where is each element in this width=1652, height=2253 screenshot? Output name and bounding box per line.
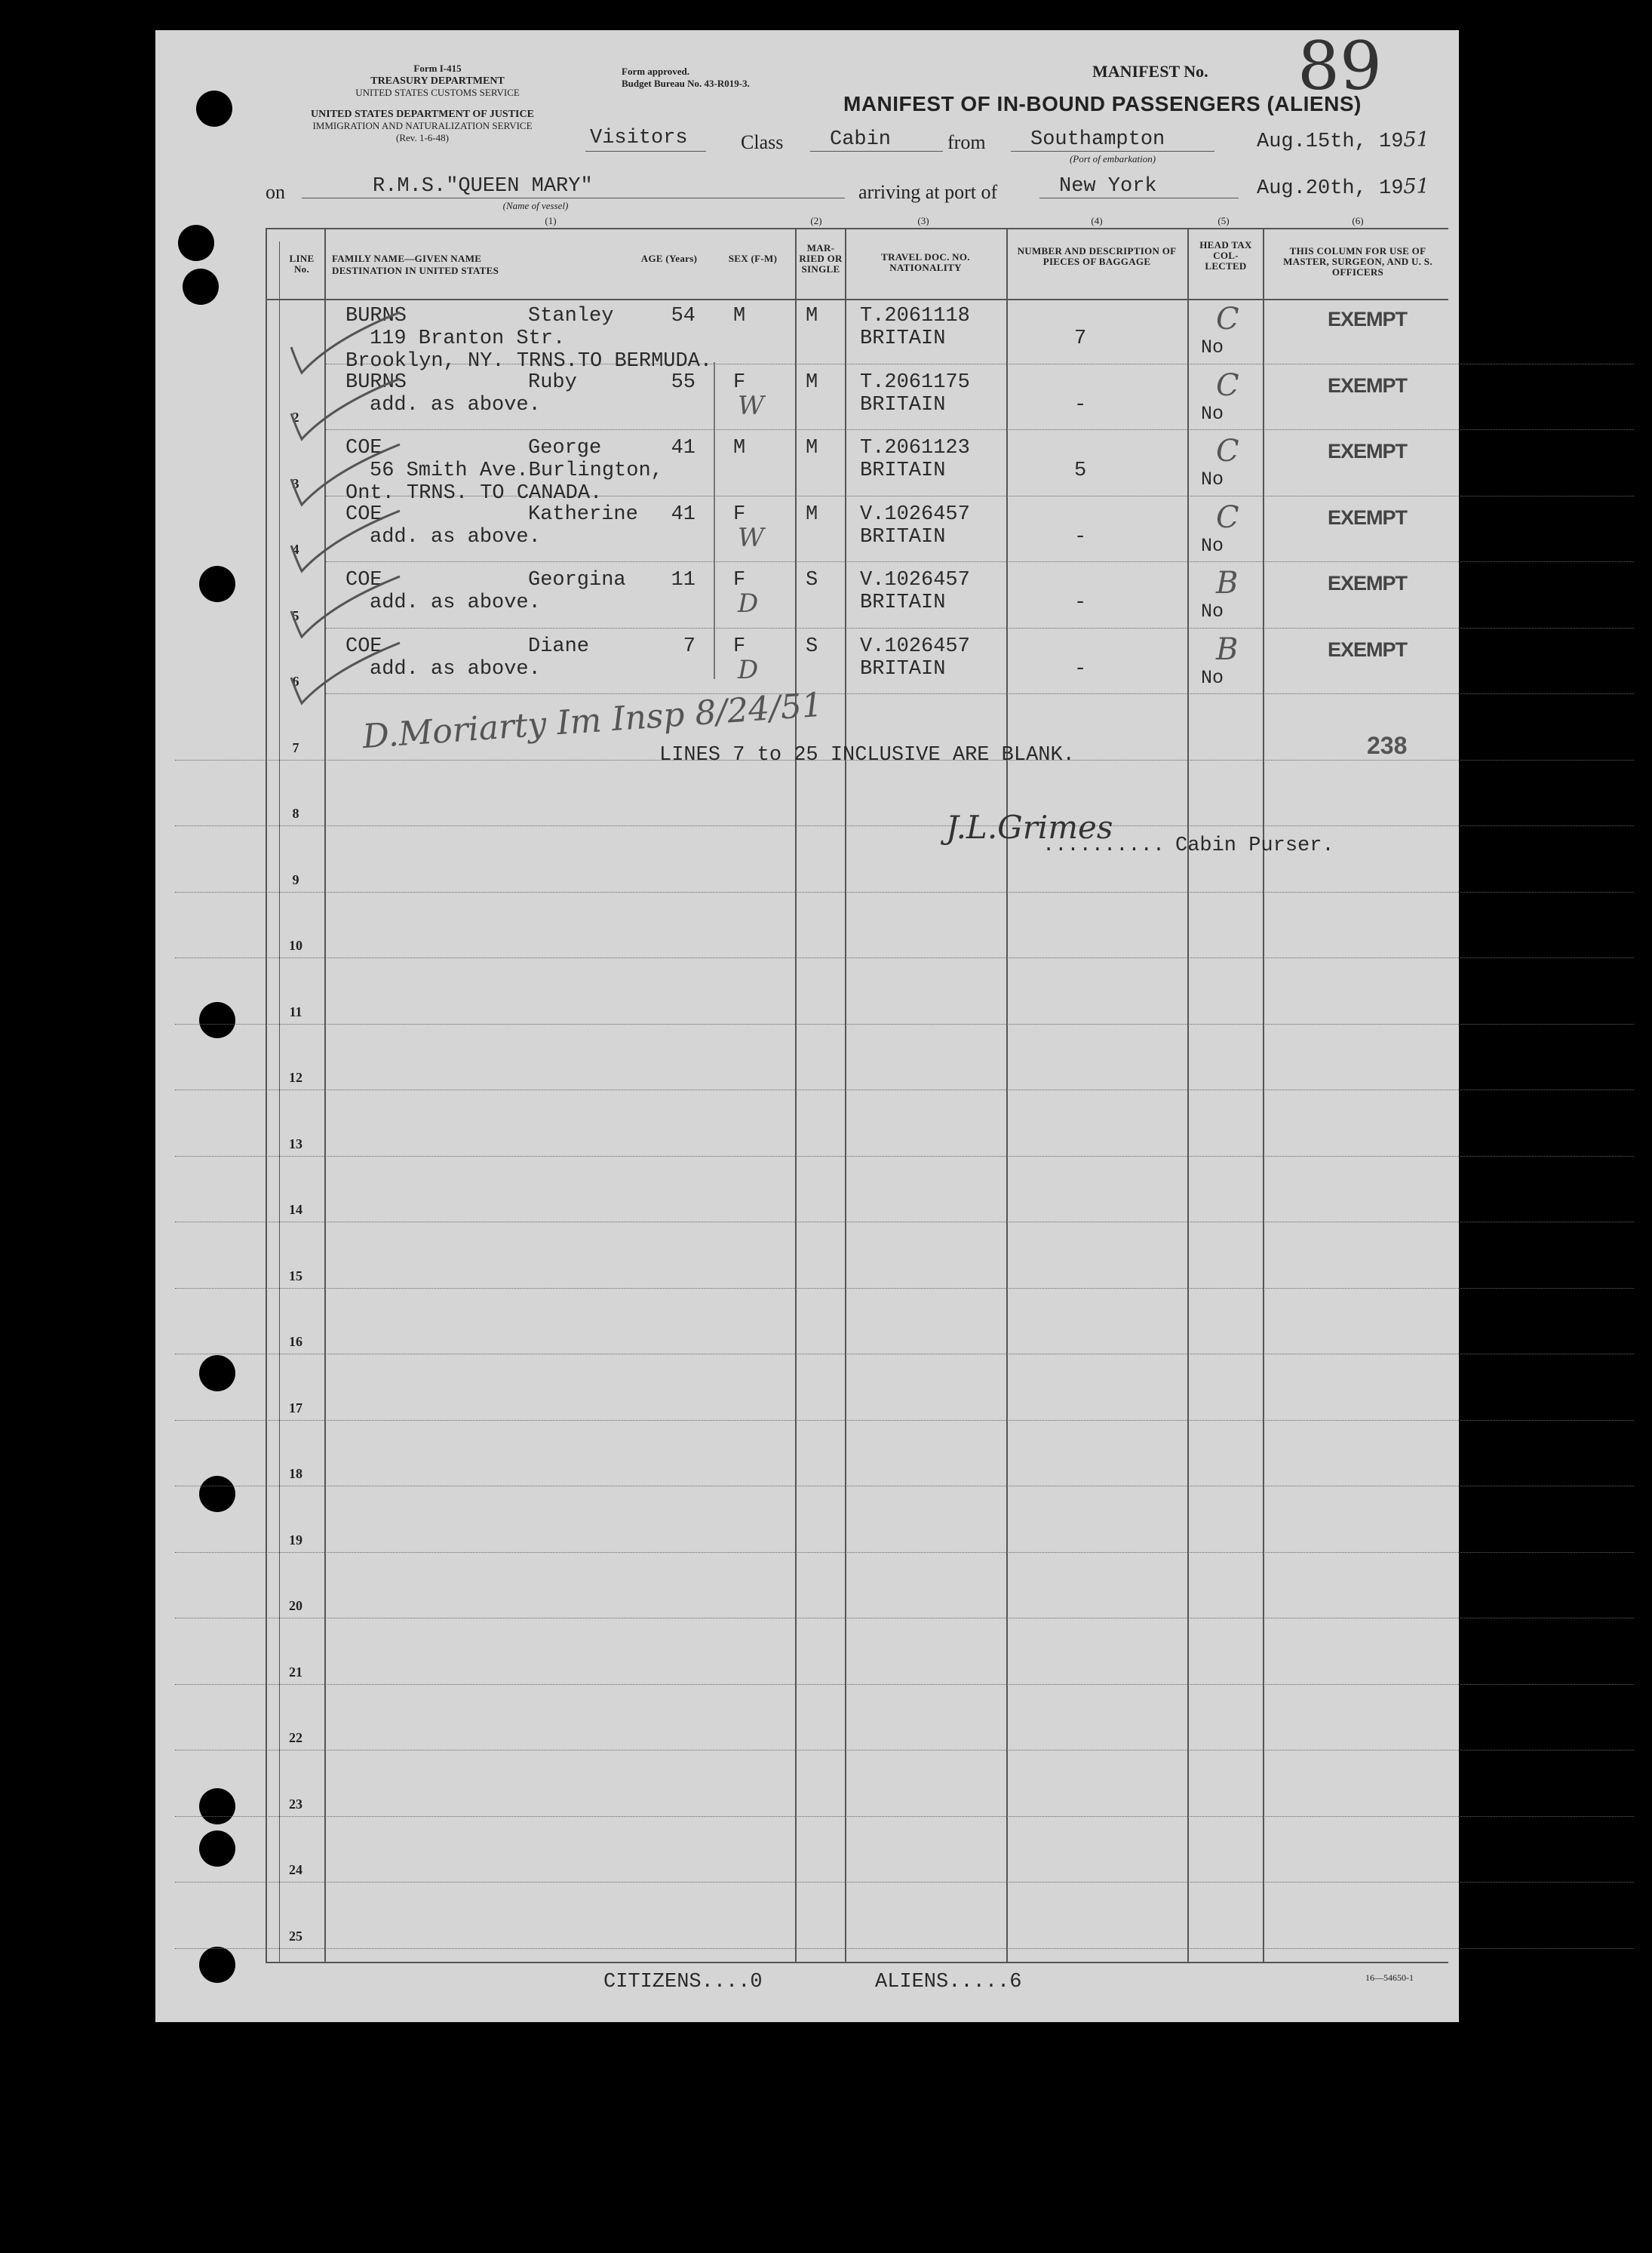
marital-status: M [806, 305, 818, 327]
travel-doc: T.2061118 [860, 305, 970, 327]
sex: F [733, 635, 746, 658]
col-header-line: LINE No. [289, 253, 315, 275]
line-number: 20 [289, 1598, 302, 1613]
line-number: 3 [292, 475, 299, 491]
arriving-label: arriving at port of [858, 181, 998, 203]
line-number: 10 [289, 938, 302, 953]
punch-hole [196, 91, 232, 127]
vessel-label: (Name of vessel) [502, 200, 569, 211]
family-name: COE [345, 569, 382, 592]
col-header-name: FAMILY NAME—GIVEN NAME [332, 253, 482, 264]
line-number: 17 [289, 1400, 302, 1415]
head-tax-mark: C [1216, 434, 1239, 469]
customs-service: UNITED STATES CUSTOMS SERVICE [355, 87, 520, 98]
inspector-signature: D.Moriarty Im Insp 8/24/51 [361, 685, 824, 757]
nationality: BRITAIN [860, 393, 946, 416]
family-name: BURNS [345, 370, 407, 394]
travel-doc: V.1026457 [860, 503, 970, 526]
head-tax-mark: B [1216, 566, 1239, 601]
marital-status: S [806, 569, 818, 592]
sex-annotation: D [738, 654, 759, 685]
line-number: 12 [289, 1070, 302, 1085]
sex: M [733, 437, 746, 460]
travel-doc: V.1026457 [860, 569, 970, 592]
table-top [266, 228, 1448, 229]
col-num-4: (4) [1091, 215, 1103, 226]
check-mark-icon [287, 508, 415, 576]
address-line: add. as above. [370, 525, 541, 549]
line-number: 22 [289, 1730, 302, 1745]
col-header-age: AGE (Years) [640, 253, 698, 264]
head-tax: No [1201, 534, 1224, 557]
punch-hole [199, 1830, 235, 1867]
col-rule [1187, 228, 1189, 1963]
row-separator [326, 429, 1634, 430]
address-line: add. as above. [370, 657, 541, 681]
head-tax: No [1201, 601, 1224, 622]
line-number: 6 [292, 674, 299, 689]
travel-doc: T.2061123 [860, 437, 970, 460]
address-line: 56 Smith Ave.Burlington, [370, 460, 663, 482]
exempt-stamp: EXEMPT [1328, 440, 1408, 463]
rule [1011, 151, 1214, 152]
line-number: 21 [289, 1664, 302, 1680]
nationality: BRITAIN [860, 592, 946, 614]
col-rule [279, 241, 280, 1962]
class-value: Cabin [830, 128, 892, 151]
row-separator [326, 693, 1634, 694]
head-tax-mark: B [1216, 632, 1239, 667]
family-name: BURNS [345, 305, 407, 327]
punch-hole [199, 1355, 235, 1391]
sex-annotation: W [738, 522, 764, 553]
given-name: Georgina [528, 569, 626, 592]
travel-doc: T.2061175 [860, 370, 970, 394]
rule [585, 151, 706, 152]
sex: F [733, 569, 746, 592]
col-rule [1263, 228, 1264, 1963]
head-tax-mark: C [1216, 367, 1239, 403]
baggage-count: - [1074, 592, 1087, 614]
exempt-stamp: EXEMPT [1328, 638, 1408, 661]
col-num-3: (3) [917, 215, 929, 226]
row-separator [175, 1420, 1634, 1421]
row-separator [175, 1024, 1634, 1025]
ins-service: IMMIGRATION AND NATURALIZATION SERVICE [312, 120, 533, 131]
check-mark-icon [287, 441, 415, 509]
embark-port: Southampton [1030, 128, 1165, 151]
from-label: from [947, 131, 986, 153]
footer-code: 16—54650-1 [1365, 1972, 1414, 1983]
given-name: Stanley [528, 305, 614, 327]
exempt-stamp: EXEMPT [1328, 373, 1408, 397]
record-count: 238 [1367, 732, 1408, 759]
citizens-total: CITIZENS....0 [603, 1971, 763, 1993]
address-line: Ont. TRNS. TO CANADA. [345, 482, 603, 505]
given-name: Katherine [528, 503, 638, 526]
line-number: 24 [289, 1862, 302, 1877]
age: 54 [671, 305, 695, 327]
col-header-sex: SEX (F-M) [728, 253, 778, 264]
nationality: BRITAIN [860, 525, 946, 549]
row-separator [326, 628, 1634, 629]
line-number: 4 [292, 542, 299, 557]
line-number: 15 [289, 1268, 302, 1283]
address-line: add. as above. [370, 393, 541, 416]
line-number: 5 [292, 607, 299, 623]
exempt-stamp: EXEMPT [1328, 506, 1408, 529]
baggage-count: 7 [1074, 327, 1087, 350]
marital-status: M [806, 370, 818, 394]
check-mark-icon [287, 309, 415, 377]
vessel-name: R.M.S."QUEEN MARY" [373, 175, 593, 198]
exempt-stamp: EXEMPT [1328, 308, 1408, 330]
marital-status: M [806, 437, 818, 460]
given-name: Diane [528, 635, 590, 658]
line-number: 18 [289, 1466, 302, 1481]
punch-hole [178, 225, 214, 261]
purser-title: Cabin Purser. [1175, 835, 1334, 857]
pencil-bracket [714, 362, 715, 679]
line-number: 2 [292, 410, 299, 425]
head-tax: No [1201, 469, 1224, 490]
sex: M [733, 305, 746, 327]
col-header-travel-doc: TRAVEL DOC. NO. NATIONALITY [881, 251, 970, 273]
col-rule [795, 228, 797, 1963]
punch-hole [183, 269, 219, 305]
aliens-total: ALIENS.....6 [875, 1971, 1022, 1993]
arrival-port: New York [1059, 175, 1157, 198]
age: 41 [671, 503, 695, 526]
check-mark-icon [287, 376, 415, 444]
row-separator [175, 825, 1634, 826]
header-bottom [266, 299, 1448, 300]
rule [810, 151, 943, 152]
form-number: Form I-415 [413, 63, 462, 74]
age: 41 [671, 437, 695, 460]
baggage-count: - [1074, 393, 1087, 416]
revision: (Rev. 1-6-48) [396, 132, 449, 143]
nationality: BRITAIN [860, 657, 946, 681]
family-name: COE [345, 503, 382, 526]
row-separator [175, 892, 1634, 893]
line-number: 7 [292, 739, 299, 755]
row-separator [175, 957, 1634, 958]
budget-bureau: Budget Bureau No. 43-R019-3. [622, 78, 750, 89]
col-num-5: (5) [1218, 215, 1230, 226]
sex: F [733, 503, 746, 526]
justice-dept: UNITED STATES DEPARTMENT OF JUSTICE [311, 109, 534, 120]
nationality: BRITAIN [860, 460, 946, 482]
col-rule [845, 228, 846, 1963]
col-num-6: (6) [1352, 215, 1364, 226]
sex-annotation: D [738, 589, 759, 619]
family-name: COE [345, 437, 382, 460]
row-separator [175, 1816, 1634, 1817]
depart-date: Aug.15th, 1951 [1257, 128, 1429, 153]
row-separator [175, 1156, 1634, 1157]
line-number: 11 [289, 1004, 302, 1019]
marital-status: S [806, 635, 818, 658]
age: 7 [683, 635, 695, 658]
arrival-date: Aug.20th, 1951 [1257, 175, 1429, 200]
manifest-number: 89 [1297, 27, 1382, 105]
head-tax-mark: C [1216, 302, 1239, 337]
check-mark-icon [287, 573, 415, 641]
head-tax: No [1201, 666, 1224, 689]
line-number: 23 [289, 1796, 302, 1812]
purser-signature: J.L.Grimes [946, 809, 1113, 846]
col-header-destination: DESTINATION IN UNITED STATES [332, 265, 499, 276]
baggage-count: - [1074, 657, 1087, 681]
head-tax: No [1201, 337, 1224, 358]
col-header-officers: THIS COLUMN FOR USE OF MASTER, SURGEON, AND U. S. OFFICERS [1283, 245, 1432, 278]
given-name: George [528, 437, 602, 460]
address-line: 119 Branton Str. [370, 327, 566, 350]
line-number: 14 [289, 1202, 302, 1217]
punch-hole [199, 1947, 235, 1983]
on-label: on [266, 181, 285, 203]
exempt-stamp: EXEMPT [1328, 572, 1408, 595]
treasury-dept: TREASURY DEPARTMENT [370, 75, 505, 87]
passenger-type: Visitors [590, 127, 688, 149]
row-separator [175, 1288, 1634, 1289]
travel-doc: V.1026457 [860, 635, 970, 658]
check-mark-icon [287, 640, 415, 708]
table-bottom [266, 1962, 1448, 1963]
row-separator [175, 1684, 1634, 1685]
line-number: 25 [289, 1928, 302, 1944]
given-name: Ruby [528, 370, 577, 394]
line-number: 9 [292, 871, 299, 887]
blank-lines-note: LINES 7 to 25 INCLUSIVE ARE BLANK. [659, 744, 1075, 767]
family-name: COE [345, 635, 382, 658]
form-approved: Form approved. [622, 66, 690, 77]
punch-hole [199, 566, 235, 602]
class-label: Class [741, 131, 784, 153]
head-tax-mark: C [1216, 499, 1239, 535]
page-title: MANIFEST OF IN-BOUND PASSENGERS (ALIENS) [843, 92, 1362, 115]
col-header-baggage: NUMBER AND DESCRIPTION OF PIECES OF BAGGAGE [1017, 245, 1177, 267]
punch-hole [199, 1002, 235, 1038]
line-number: 13 [289, 1136, 302, 1151]
marital-status: M [806, 503, 818, 526]
sex-annotation: W [738, 390, 764, 421]
nationality: BRITAIN [860, 327, 946, 350]
age: 11 [671, 569, 695, 592]
col-header-head-tax: HEAD TAX COL-LECTED [1199, 239, 1252, 272]
sex: F [733, 370, 746, 394]
age: 55 [671, 370, 695, 394]
baggage-count: - [1074, 525, 1087, 549]
head-tax: No [1201, 402, 1224, 425]
manifest-no-label: MANIFEST No. [1092, 62, 1208, 81]
purser-dots: .......... [1042, 835, 1165, 857]
line-number: 16 [289, 1334, 302, 1349]
address-line: Brooklyn, NY. TRNS.TO BERMUDA. [345, 350, 713, 373]
col-num-1: (1) [545, 215, 557, 226]
col-num-2: (2) [810, 215, 822, 226]
col-rule [1006, 228, 1008, 1963]
line-number: 19 [289, 1532, 302, 1548]
table-left [266, 228, 267, 1963]
punch-hole [199, 1788, 235, 1824]
line-number: 8 [292, 806, 299, 821]
row-separator [175, 1882, 1634, 1883]
col-header-married: MAR-RIED OR SINGLE [799, 242, 843, 275]
address-line: add. as above. [370, 592, 541, 614]
row-separator [326, 561, 1634, 562]
row-separator [175, 1552, 1634, 1553]
punch-hole [199, 1476, 235, 1512]
row-separator [175, 1948, 1634, 1949]
embark-port-label: (Port of embarkation) [1069, 153, 1156, 164]
baggage-count: 5 [1074, 460, 1087, 482]
